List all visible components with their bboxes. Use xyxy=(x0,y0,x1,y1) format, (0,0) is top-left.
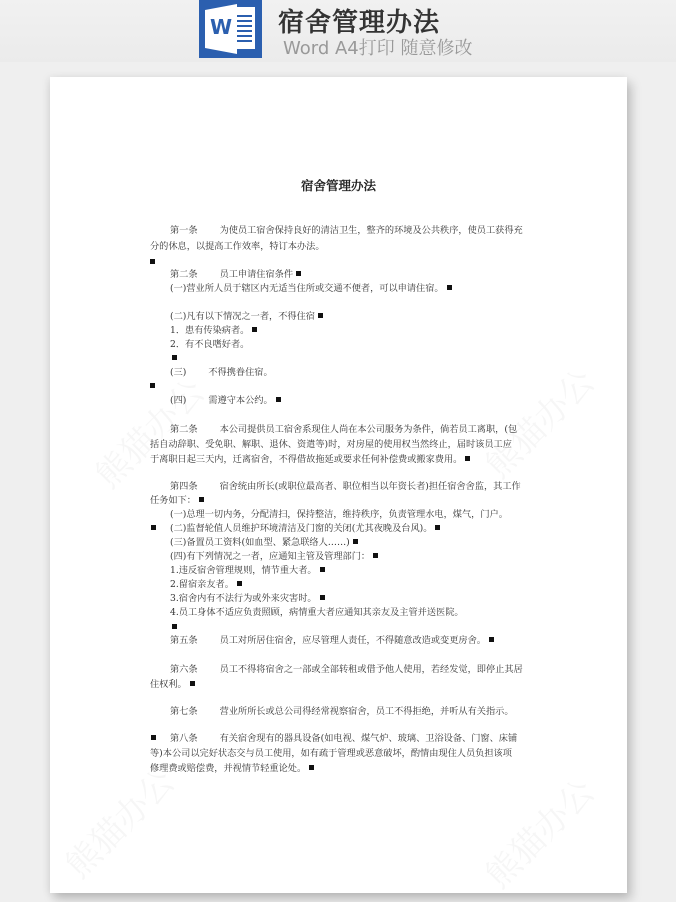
article-6-line-1: 第六条 员工不得将宿舍之一部或全部转租或借予他人使用，若经发觉，即停止其居 xyxy=(170,664,523,675)
article-4-item-4-sub-4: 4.员工身体不适应负责照顾，病情重大者应通知其亲友及主管并送医院。 xyxy=(170,607,464,618)
paragraph-mark xyxy=(172,353,177,365)
article-3-line-2: 括自动辞职、受免职、解职、退休、资遣等)时，对房屋的使用权当然终止，届时该员工应 xyxy=(150,439,512,450)
article-8-line-3: 修理费或赔偿费，并视情节轻重论处。 xyxy=(150,763,314,775)
article-2-item-2-sub-1: 1．患有传染病者。 xyxy=(170,325,257,337)
paragraph-mark xyxy=(150,257,155,269)
document-title: 宿舍管理办法 xyxy=(300,178,376,193)
article-4-item-4-sub-2: 2.留宿亲友者。 xyxy=(170,579,242,591)
article-2-heading: 第二条 员工申请住宿条件 xyxy=(170,269,301,281)
article-8-line-1: 第八条 有关宿舍现有的器具设备(如电视、煤气炉、玻璃、卫浴设备、门窗、床铺 xyxy=(151,733,517,745)
banner-title: 宿舍管理办法 xyxy=(278,8,441,38)
article-2-item-3: (三) 不得携眷住宿。 xyxy=(170,367,273,378)
document-page xyxy=(50,77,627,893)
watermark xyxy=(53,756,184,887)
article-1-line-2: 分的休息，以提高工作效率，特订本办法。 xyxy=(150,241,325,252)
article-4-item-4: (四)有下列情况之一者，应通知主管及管理部门： xyxy=(170,551,378,563)
article-8-line-2: 等)本公司以完好状态交与员工使用，如有疏于管理或恶意破坏，酌情由现住人员负担该项 xyxy=(150,748,512,759)
banner xyxy=(0,0,676,62)
article-4-item-3: (三)备置员工资料(如血型、紧急联络人……) xyxy=(170,537,358,549)
banner-subtitle: Word A4打印 随意修改 xyxy=(283,38,473,59)
article-2-item-2-sub-2: 2．有不良嗜好者。 xyxy=(170,339,250,350)
article-2-item-4: (四) 需遵守本公约。 xyxy=(170,395,281,407)
article-1-line-1: 第一条 为使员工宿舍保持良好的清洁卫生，整齐的环境及公共秩序，使员工获得充 xyxy=(170,225,523,236)
paragraph-mark xyxy=(172,622,177,634)
article-4-item-2: (二)监督轮值人员维护环境清洁及门窗的关闭(尤其夜晚及台风)。 xyxy=(151,523,440,535)
article-4-item-4-sub-1: 1.违反宿舍管理规则，情节重大者。 xyxy=(170,565,325,577)
article-7: 第七条 营业所所长或总公司得经常视察宿舍，员工不得拒绝，并听从有关指示。 xyxy=(170,706,514,717)
watermark xyxy=(473,356,604,487)
article-5: 第五条 员工对所居住宿舍，应尽管理人责任，不得随意改造或变更房舍。 xyxy=(170,635,494,647)
word-icon xyxy=(199,0,262,58)
watermark xyxy=(473,766,604,893)
article-2-item-2: (二)凡有以下情况之一者，不得住宿 xyxy=(170,311,323,323)
article-4-line-1: 第四条 宿舍统由所长(或职位最高者、职位相当以年资长者)担任宿舍舍监，其工作 xyxy=(170,481,521,492)
article-2-item-1: (一)营业所人员于辖区内无适当住所或交通不便者，可以申请住宿。 xyxy=(170,283,452,295)
article-3-line-3: 于离职日起三天内，迁离宿舍，不得借故拖延或要求任何补偿费或搬家费用。 xyxy=(150,454,470,466)
article-4-item-4-sub-3: 3.宿舍内有不法行为或外来灾害时。 xyxy=(170,593,325,605)
article-4-line-2: 任务如下： xyxy=(150,495,204,507)
article-3-line-1: 第二条 本公司提供员工宿舍系现住人尚在本公司服务为条件，倘若员工离职，(包 xyxy=(170,424,518,435)
paragraph-mark xyxy=(150,381,155,393)
article-6-line-2: 住权利。 xyxy=(150,679,195,691)
article-4-item-1: (一)总理一切内务，分配清扫，保持整洁，维持秩序，负责管理水电，煤气，门户。 xyxy=(170,509,508,520)
word-letter: W xyxy=(209,15,233,39)
